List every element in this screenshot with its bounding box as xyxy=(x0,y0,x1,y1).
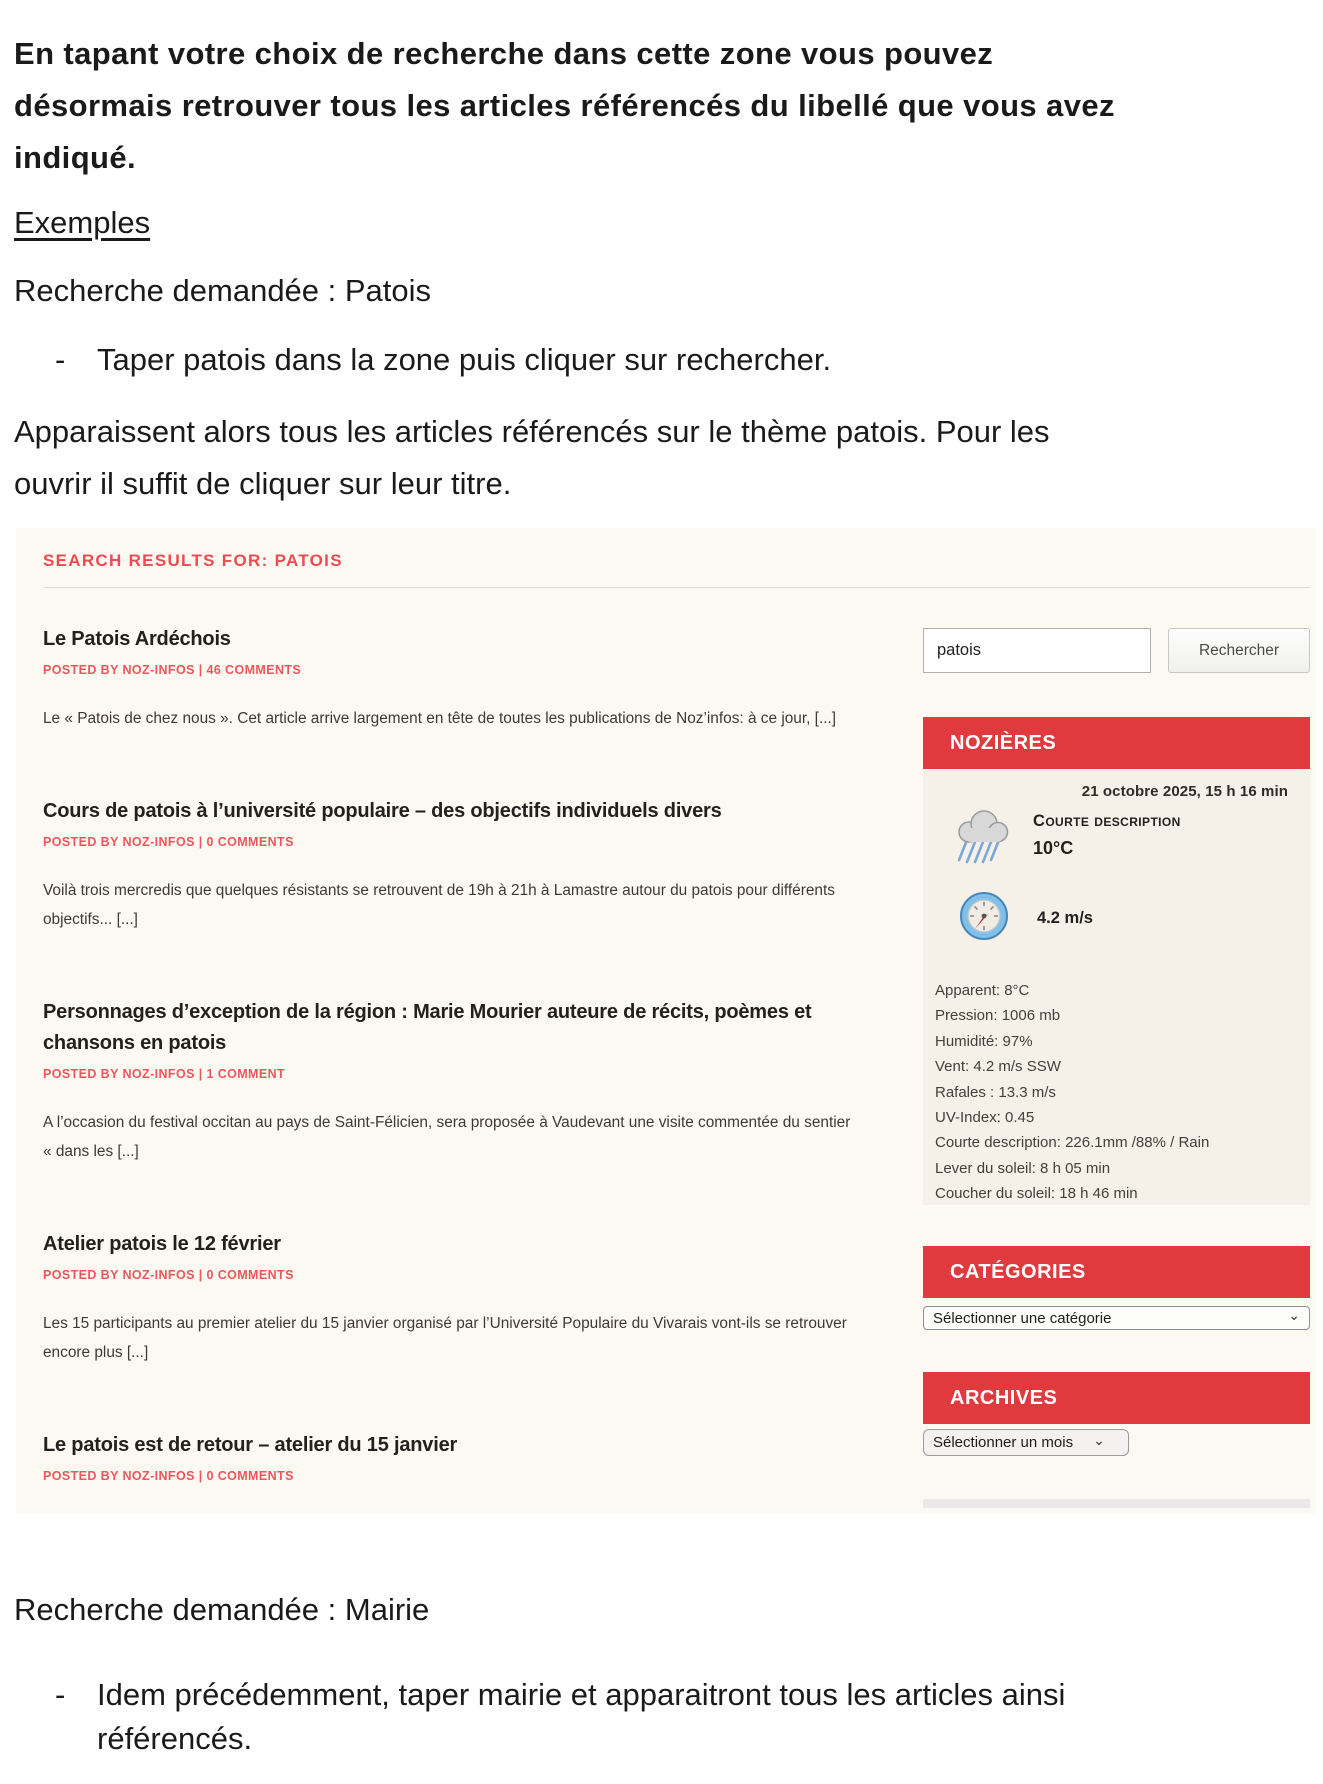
search-results-header: SEARCH RESULTS FOR: PATOIS xyxy=(43,551,343,570)
weather-condition-label: Courte description xyxy=(1033,812,1181,830)
weather-detail-humidite: Humidité: 97% xyxy=(935,1032,1033,1050)
article-item xyxy=(43,624,853,734)
article-byline: POSTED BY NOZ-INFOS | 46 COMMENTS xyxy=(43,663,302,677)
bullet-idem-line-2: référencés. xyxy=(97,1721,253,1756)
weather-datetime: 21 octobre 2025, 15 h 16 min xyxy=(1081,783,1288,800)
chevron-down-icon: ⌄ xyxy=(1093,1431,1105,1448)
article-byline: POSTED BY NOZ-INFOS | 0 COMMENTS xyxy=(43,834,294,849)
article-byline: POSTED BY NOZ-INFOS | 1 COMMENT xyxy=(43,1066,286,1081)
wind-gauge-icon xyxy=(959,891,1009,946)
archives-widget xyxy=(923,1372,1310,1456)
bullet-taper-patois xyxy=(55,338,1323,382)
weather-detail-pression: Pression: 1006 mb xyxy=(935,1007,1061,1025)
bullet-text: Taper patois dans la zone puis cliquer sur rechercher. xyxy=(97,342,832,377)
weather-widget-body xyxy=(923,769,1310,1205)
article-excerpt: Voilà trois mercredis que quelques résistants se retrouvent de 19h à 21h à Lamastre autour du patois pour différents objectifs... [...] xyxy=(43,881,835,928)
sidebar xyxy=(923,628,1310,1513)
intro-line-1: En tapant votre choix de recherche dans cette zone vous pouvez xyxy=(14,36,994,71)
categories-widget-title: CATÉGORIES xyxy=(923,1246,1310,1298)
result-note-line-1: Apparaissent alors tous les articles référencés sur le thème patois. Pour les xyxy=(14,414,1050,449)
article-excerpt: A l’occasion du festival occitan au pays de Saint-Félicien, sera proposée à Vaudevant une visite commentée du sentier « dans les [...] xyxy=(43,1113,851,1160)
weather-widget xyxy=(923,717,1310,1205)
article-excerpt: Le « Patois de chez nous ». Cet article arrive largement en tête de toutes les publications de Noz’infos: à ce jour, [...] xyxy=(43,710,837,727)
weather-temperature: 10°C xyxy=(1033,838,1074,858)
categories-select[interactable] xyxy=(923,1306,1310,1330)
bullet-idem xyxy=(55,1673,1323,1761)
article-excerpt: Les 15 participants au premier atelier du 15 janvier organisé par l’Université Populaire du Vivarais vont-ils se retrouver encore plus [...] xyxy=(43,1314,847,1361)
categories-select-value: Sélectionner une catégorie xyxy=(933,1309,1112,1327)
article-title-link[interactable]: Le patois est de retour – atelier du 15 janvier xyxy=(43,1433,458,1456)
weather-detail-apparent: Apparent: 8°C xyxy=(935,982,1030,999)
chevron-down-icon: ⌄ xyxy=(1288,1307,1300,1323)
archives-select[interactable] xyxy=(923,1429,1129,1456)
weather-details xyxy=(935,978,1288,1205)
bullet-idem-line-1: Idem précédemment, taper mairie et apparaitront tous les articles ainsi xyxy=(97,1677,1066,1712)
rain-cloud-icon xyxy=(951,808,1017,871)
article-item xyxy=(43,1430,853,1484)
article-title-link[interactable]: Cours de patois à l’université populaire – des objectifs individuels divers xyxy=(43,799,722,822)
archives-widget-title: ARCHIVES xyxy=(923,1372,1310,1424)
search-form xyxy=(923,628,1310,673)
bullet-dash: - xyxy=(55,342,66,377)
weather-detail-vent: Vent: 4.2 m/s SSW xyxy=(935,1058,1061,1076)
document-bottom xyxy=(14,1589,1323,1761)
categories-widget xyxy=(923,1246,1310,1330)
article-item xyxy=(43,1229,853,1368)
weather-detail-description: Courte description: 226.1mm /88% / Rain xyxy=(935,1134,1210,1152)
article-title-link[interactable]: Atelier patois le 12 février xyxy=(43,1232,281,1255)
article-item xyxy=(43,796,853,935)
article-title-link[interactable]: Personnages d’exception de la région : Marie Mourier auteure de récits, poèmes et chansons en patois xyxy=(43,1000,812,1054)
article-byline: POSTED BY NOZ-INFOS | 0 COMMENTS xyxy=(43,1468,294,1483)
article-item xyxy=(43,997,853,1167)
weather-detail-uv-index: UV-Index: 0.45 xyxy=(935,1109,1035,1127)
archives-select-value: Sélectionner un mois xyxy=(933,1434,1074,1451)
search-request-patois: Recherche demandée : Patois xyxy=(14,273,432,308)
search-button[interactable]: Rechercher xyxy=(1168,628,1310,673)
exemples-heading: Exemples xyxy=(14,205,151,240)
intro-line-2: désormais retrouver tous les articles référencés du libellé que vous avez xyxy=(14,88,1115,123)
result-note-line-2: ouvrir il suffit de cliquer sur leur titre. xyxy=(14,466,512,501)
cutoff-widget-strip xyxy=(923,1499,1310,1508)
result-note xyxy=(14,406,1323,510)
intro-line-3: indiqué. xyxy=(14,140,137,175)
document-intro xyxy=(14,28,1323,510)
weather-detail-rafales: Rafales : 13.3 m/s xyxy=(935,1083,1056,1101)
article-byline: POSTED BY NOZ-INFOS | 0 COMMENTS xyxy=(43,1267,294,1282)
weather-widget-title: NOZIÈRES xyxy=(923,717,1310,769)
weather-wind-speed: 4.2 m/s xyxy=(1037,909,1093,927)
embedded-search-results-screenshot xyxy=(16,528,1316,1513)
weather-detail-lever: Lever du soleil: 8 h 05 min xyxy=(935,1159,1111,1177)
bullet-dash: - xyxy=(55,1677,66,1712)
article-title-link[interactable]: Le Patois Ardéchois xyxy=(43,628,231,650)
search-input[interactable] xyxy=(923,628,1151,673)
search-request-mairie: Recherche demandée : Mairie xyxy=(14,1592,430,1627)
weather-detail-coucher: Coucher du soleil: 18 h 46 min xyxy=(935,1185,1138,1203)
articles-list xyxy=(43,624,853,1513)
